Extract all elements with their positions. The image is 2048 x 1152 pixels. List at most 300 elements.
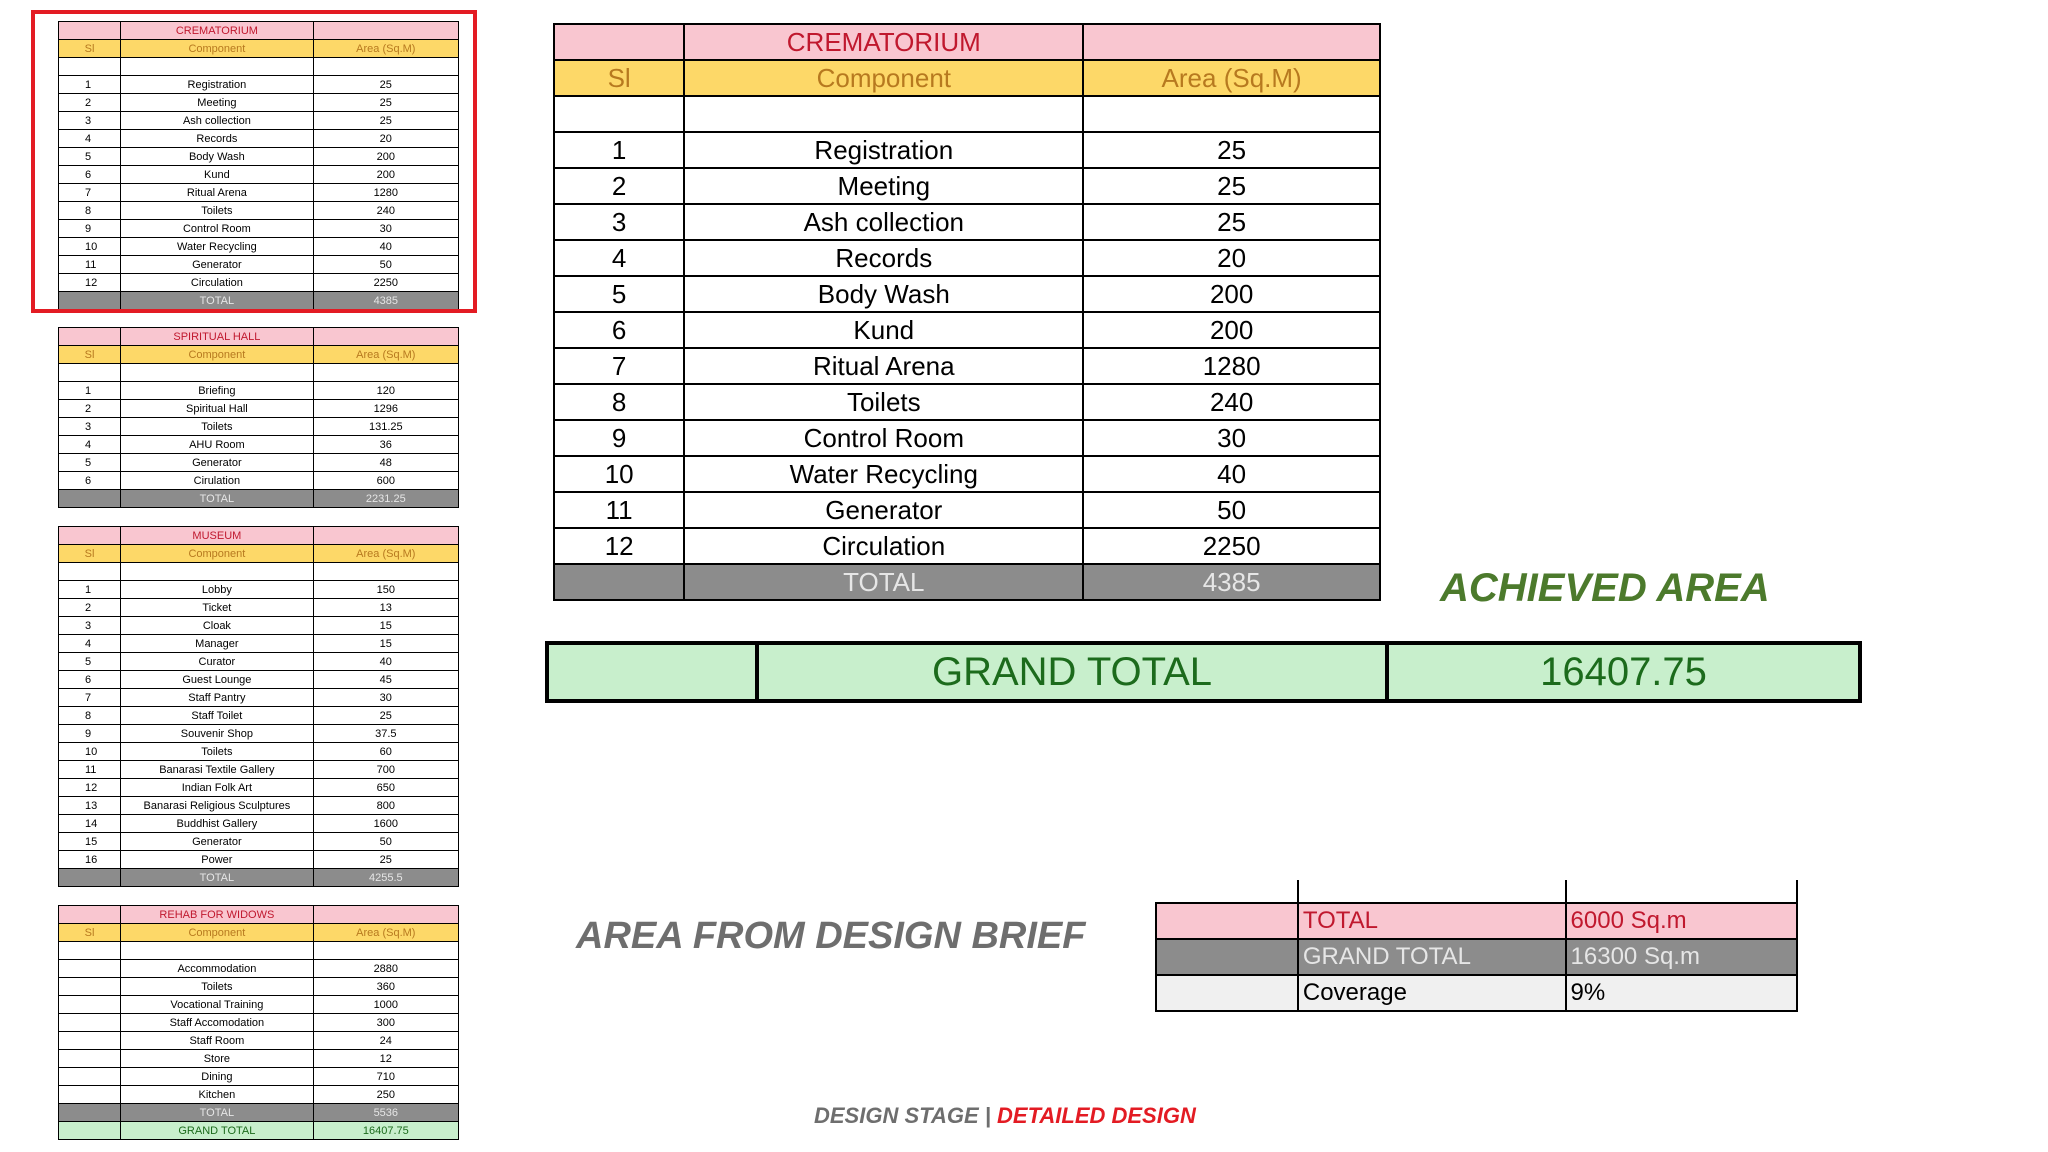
row-area: 40 <box>313 238 458 256</box>
row-area: 30 <box>313 689 458 707</box>
row-sl: 2 <box>59 599 121 617</box>
mini-title: SPIRITUAL HALL <box>121 328 313 346</box>
row-area: 120 <box>313 382 458 400</box>
main-header-row <box>554 60 1380 96</box>
row-area: 700 <box>313 761 458 779</box>
row-area: 25 <box>313 76 458 94</box>
table-row <box>59 978 459 996</box>
grand-total-value: 16407.75 <box>1540 649 1707 694</box>
total-label: TOTAL <box>121 869 313 887</box>
row-sl: 8 <box>59 707 121 725</box>
blank-cell <box>554 564 684 600</box>
row-component: Circulation <box>684 528 1083 564</box>
row-sl: 16 <box>59 851 121 869</box>
table-row <box>554 528 1380 564</box>
mini-header-row <box>59 346 459 364</box>
header-component: Component <box>121 40 313 58</box>
row-component: Body Wash <box>121 148 313 166</box>
table-row <box>59 1050 459 1068</box>
footer-caption <box>814 1103 1196 1129</box>
table-row <box>59 996 459 1014</box>
blank-cell <box>59 906 121 924</box>
header-area: Area (Sq.M) <box>313 924 458 942</box>
blank-cell <box>59 527 121 545</box>
blank-cell <box>59 1122 121 1140</box>
row-component: Briefing <box>121 382 313 400</box>
row-area: 2250 <box>313 274 458 292</box>
table-row <box>59 1086 459 1104</box>
header-sl: Sl <box>59 346 121 364</box>
row-area: 20 <box>313 130 458 148</box>
row-component: Kitchen <box>121 1086 313 1104</box>
row-area: 25 <box>1083 132 1380 168</box>
table-row <box>59 1032 459 1050</box>
row-component: Store <box>121 1050 313 1068</box>
row-sl: 7 <box>554 348 684 384</box>
header-area: Area (Sq.M) <box>313 346 458 364</box>
row-area: 25 <box>313 112 458 130</box>
row-area: 710 <box>313 1068 458 1086</box>
table-row <box>59 382 459 400</box>
total-value: 2231.25 <box>313 490 458 508</box>
mini-spacer-row <box>59 364 459 382</box>
grand-total-bar <box>545 641 1862 703</box>
row-component: Kund <box>121 166 313 184</box>
row-component: Guest Lounge <box>121 671 313 689</box>
row-area: 15 <box>313 617 458 635</box>
row-area: 150 <box>313 581 458 599</box>
row-component: Banarasi Textile Gallery <box>121 761 313 779</box>
table-row <box>59 671 459 689</box>
row-sl: 1 <box>554 132 684 168</box>
main-title: CREMATORIUM <box>684 24 1083 60</box>
row-area: 200 <box>313 166 458 184</box>
brief-coverage-label: Coverage <box>1298 975 1566 1011</box>
row-area: 240 <box>1083 384 1380 420</box>
row-area: 200 <box>313 148 458 166</box>
table-row <box>59 599 459 617</box>
row-area: 15 <box>313 635 458 653</box>
brief-grand-total-value: 16300 Sq.m <box>1566 939 1797 975</box>
mini-table <box>58 905 459 1140</box>
row-sl <box>59 1050 121 1068</box>
mini-table <box>58 526 459 887</box>
main-total-row <box>554 564 1380 600</box>
blank-cell <box>121 563 313 581</box>
row-component: AHU Room <box>121 436 313 454</box>
total-label: TOTAL <box>121 292 313 310</box>
row-component: Control Room <box>121 220 313 238</box>
row-component: Meeting <box>684 168 1083 204</box>
main-title-row <box>554 24 1380 60</box>
footer-stage: DESIGN STAGE | <box>814 1103 991 1128</box>
table-row <box>59 815 459 833</box>
row-sl <box>59 1032 121 1050</box>
row-component: Staff Room <box>121 1032 313 1050</box>
total-value: 4255.5 <box>313 869 458 887</box>
mini-spacer-row <box>59 563 459 581</box>
row-area: 50 <box>313 256 458 274</box>
row-sl: 4 <box>59 436 121 454</box>
row-sl: 14 <box>59 815 121 833</box>
header-component: Component <box>121 346 313 364</box>
row-sl: 2 <box>554 168 684 204</box>
blank-cell <box>59 869 121 887</box>
row-component: Registration <box>684 132 1083 168</box>
row-area: 40 <box>1083 456 1380 492</box>
total-label: TOTAL <box>121 490 313 508</box>
row-component: Toilets <box>121 418 313 436</box>
row-sl: 15 <box>59 833 121 851</box>
row-component: Manager <box>121 635 313 653</box>
row-component: Records <box>684 240 1083 276</box>
achieved-area-label: ACHIEVED AREA <box>1440 566 1770 610</box>
row-component: Ash collection <box>684 204 1083 240</box>
table-row <box>554 384 1380 420</box>
row-area: 48 <box>313 454 458 472</box>
blank-cell <box>313 328 458 346</box>
table-row <box>59 581 459 599</box>
row-sl: 5 <box>554 276 684 312</box>
mini-spacer-row <box>59 942 459 960</box>
table-row <box>59 797 459 815</box>
row-component: Kund <box>684 312 1083 348</box>
row-sl: 12 <box>59 274 121 292</box>
header-sl: Sl <box>59 545 121 563</box>
row-component: Generator <box>684 492 1083 528</box>
row-area: 50 <box>1083 492 1380 528</box>
row-area: 300 <box>313 1014 458 1032</box>
row-area: 60 <box>313 743 458 761</box>
row-sl: 7 <box>59 689 121 707</box>
blank-cell <box>313 563 458 581</box>
grand-total-blank-cell <box>549 645 759 699</box>
row-component: Meeting <box>121 94 313 112</box>
row-sl: 6 <box>554 312 684 348</box>
row-area: 30 <box>313 220 458 238</box>
row-sl: 10 <box>59 743 121 761</box>
row-sl: 12 <box>554 528 684 564</box>
header-component: Component <box>684 60 1083 96</box>
row-sl: 1 <box>59 76 121 94</box>
main-spacer-row <box>554 96 1380 132</box>
row-area: 1600 <box>313 815 458 833</box>
row-sl: 10 <box>554 456 684 492</box>
row-component: Circulation <box>121 274 313 292</box>
row-sl: 6 <box>59 671 121 689</box>
row-component: Toilets <box>684 384 1083 420</box>
row-sl <box>59 960 121 978</box>
row-area: 360 <box>313 978 458 996</box>
row-component: Buddhist Gallery <box>121 815 313 833</box>
row-area: 200 <box>1083 276 1380 312</box>
row-component: Staff Pantry <box>121 689 313 707</box>
blank-cell <box>554 24 684 60</box>
row-area: 25 <box>313 851 458 869</box>
header-sl: Sl <box>59 40 121 58</box>
row-area: 131.25 <box>313 418 458 436</box>
brief-grand-total-label: GRAND TOTAL <box>1298 939 1566 975</box>
mini-title: CREMATORIUM <box>121 22 313 40</box>
row-sl: 4 <box>554 240 684 276</box>
mini-title: MUSEUM <box>121 527 313 545</box>
header-component: Component <box>121 545 313 563</box>
table-row <box>59 653 459 671</box>
row-component: Vocational Training <box>121 996 313 1014</box>
blank-cell <box>554 96 684 132</box>
brief-coverage-row <box>1156 975 1797 1011</box>
row-sl: 5 <box>59 454 121 472</box>
row-area: 800 <box>313 797 458 815</box>
table-row <box>59 400 459 418</box>
row-sl: 8 <box>59 202 121 220</box>
table-row <box>554 204 1380 240</box>
row-sl: 2 <box>59 400 121 418</box>
row-component: Curator <box>121 653 313 671</box>
row-sl: 1 <box>59 382 121 400</box>
row-component: Toilets <box>121 202 313 220</box>
row-component: Ash collection <box>121 112 313 130</box>
mini-title-row <box>59 527 459 545</box>
brief-coverage-value: 9% <box>1566 975 1797 1011</box>
blank-cell <box>59 364 121 382</box>
row-component: Toilets <box>121 743 313 761</box>
row-sl: 13 <box>59 797 121 815</box>
blank-cell <box>59 490 121 508</box>
row-component: Water Recycling <box>121 238 313 256</box>
row-area: 36 <box>313 436 458 454</box>
row-component: Control Room <box>684 420 1083 456</box>
brief-total-label: TOTAL <box>1298 903 1566 939</box>
row-component: Generator <box>121 454 313 472</box>
grand-total-label: GRAND TOTAL <box>759 645 1389 699</box>
design-brief-table <box>1155 880 1798 1012</box>
row-sl: 2 <box>59 94 121 112</box>
table-row <box>554 348 1380 384</box>
row-component: Dining <box>121 1068 313 1086</box>
row-component: Power <box>121 851 313 869</box>
row-area: 600 <box>313 472 458 490</box>
row-sl <box>59 1014 121 1032</box>
row-component: Staff Toilet <box>121 707 313 725</box>
row-area: 2880 <box>313 960 458 978</box>
row-component: Souvenir Shop <box>121 725 313 743</box>
table-row <box>59 707 459 725</box>
blank-cell <box>59 563 121 581</box>
table-row <box>554 456 1380 492</box>
mini-title-row <box>59 906 459 924</box>
mini-title-row <box>59 328 459 346</box>
brief-grand-total-row <box>1156 939 1797 975</box>
table-row <box>59 454 459 472</box>
row-area: 24 <box>313 1032 458 1050</box>
blank-cell <box>121 942 313 960</box>
table-row <box>554 312 1380 348</box>
table-row <box>59 689 459 707</box>
row-area: 45 <box>313 671 458 689</box>
blank-cell <box>59 1104 121 1122</box>
table-row <box>554 240 1380 276</box>
row-component: Spiritual Hall <box>121 400 313 418</box>
row-sl: 11 <box>59 761 121 779</box>
mini-title: REHAB FOR WIDOWS <box>121 906 313 924</box>
mini-table <box>58 327 459 508</box>
row-area: 25 <box>1083 168 1380 204</box>
mini-total-row <box>59 490 459 508</box>
total-value: 4385 <box>1083 564 1380 600</box>
row-area: 1280 <box>313 184 458 202</box>
row-area: 40 <box>313 653 458 671</box>
table-row <box>59 436 459 454</box>
row-sl: 6 <box>59 472 121 490</box>
row-component: Records <box>121 130 313 148</box>
row-sl: 12 <box>59 779 121 797</box>
row-sl: 11 <box>554 492 684 528</box>
row-component: Cirulation <box>121 472 313 490</box>
row-component: Generator <box>121 256 313 274</box>
blank-cell <box>121 364 313 382</box>
row-sl: 4 <box>59 130 121 148</box>
row-component: Generator <box>121 833 313 851</box>
row-sl: 5 <box>59 653 121 671</box>
crematorium-highlight-box <box>31 10 477 313</box>
blank-cell <box>313 527 458 545</box>
grand-total-label: GRAND TOTAL <box>121 1122 313 1140</box>
header-area: Area (Sq.M) <box>313 40 458 58</box>
row-component: Banarasi Religious Sculptures <box>121 797 313 815</box>
row-sl <box>59 1086 121 1104</box>
table-row <box>59 833 459 851</box>
row-area: 25 <box>313 707 458 725</box>
table-row <box>59 960 459 978</box>
mini-total-row <box>59 869 459 887</box>
blank-cell <box>313 364 458 382</box>
crematorium-detail-table <box>553 23 1381 601</box>
row-component: Staff Accomodation <box>121 1014 313 1032</box>
header-component: Component <box>121 924 313 942</box>
table-row <box>554 132 1380 168</box>
header-sl: Sl <box>59 924 121 942</box>
row-area: 1296 <box>313 400 458 418</box>
total-label: TOTAL <box>684 564 1083 600</box>
row-area: 12 <box>313 1050 458 1068</box>
total-value: 4385 <box>313 292 458 310</box>
table-row <box>59 1014 459 1032</box>
table-row <box>554 276 1380 312</box>
row-area: 1000 <box>313 996 458 1014</box>
table-row <box>554 492 1380 528</box>
header-sl: Sl <box>554 60 684 96</box>
row-area: 250 <box>313 1086 458 1104</box>
blank-cell <box>59 328 121 346</box>
footer-phase: DETAILED DESIGN <box>997 1103 1196 1128</box>
brief-total-row <box>1156 903 1797 939</box>
row-component: Accommodation <box>121 960 313 978</box>
table-row <box>59 635 459 653</box>
row-sl: 3 <box>554 204 684 240</box>
row-sl: 6 <box>59 166 121 184</box>
row-component: Indian Folk Art <box>121 779 313 797</box>
blank-cell <box>313 942 458 960</box>
row-component: Body Wash <box>684 276 1083 312</box>
table-row <box>59 725 459 743</box>
row-area: 2250 <box>1083 528 1380 564</box>
row-component: Lobby <box>121 581 313 599</box>
mini-total-row <box>59 1104 459 1122</box>
table-row <box>59 1068 459 1086</box>
row-sl: 11 <box>59 256 121 274</box>
row-area: 13 <box>313 599 458 617</box>
row-component: Cloak <box>121 617 313 635</box>
mini-header-row <box>59 545 459 563</box>
row-component: Toilets <box>121 978 313 996</box>
blank-cell <box>59 942 121 960</box>
blank-cell <box>313 906 458 924</box>
row-sl: 5 <box>59 148 121 166</box>
row-area: 1280 <box>1083 348 1380 384</box>
row-area: 30 <box>1083 420 1380 456</box>
row-sl: 3 <box>59 617 121 635</box>
row-component: Ticket <box>121 599 313 617</box>
row-sl <box>59 996 121 1014</box>
table-row <box>59 418 459 436</box>
row-sl: 9 <box>59 220 121 238</box>
row-sl: 3 <box>59 418 121 436</box>
total-value: 5536 <box>313 1104 458 1122</box>
row-sl: 8 <box>554 384 684 420</box>
row-area: 20 <box>1083 240 1380 276</box>
grand-total-value: 16407.75 <box>313 1122 458 1140</box>
table-row <box>554 168 1380 204</box>
row-sl: 10 <box>59 238 121 256</box>
row-sl <box>59 978 121 996</box>
table-row <box>59 761 459 779</box>
blank-cell <box>1083 24 1380 60</box>
row-sl <box>59 1068 121 1086</box>
row-component: Water Recycling <box>684 456 1083 492</box>
row-sl: 9 <box>59 725 121 743</box>
row-area: 25 <box>1083 204 1380 240</box>
table-row <box>59 743 459 761</box>
brief-total-value: 6000 Sq.m <box>1566 903 1797 939</box>
mini-header-row <box>59 924 459 942</box>
row-area: 25 <box>313 94 458 112</box>
row-sl: 4 <box>59 635 121 653</box>
table-row <box>59 472 459 490</box>
table-row <box>59 617 459 635</box>
row-sl: 3 <box>59 112 121 130</box>
table-row <box>59 851 459 869</box>
mini-grand-total-row <box>59 1122 459 1140</box>
header-area: Area (Sq.M) <box>1083 60 1380 96</box>
row-component: Ritual Arena <box>121 184 313 202</box>
design-brief-label: AREA FROM DESIGN BRIEF <box>576 915 1086 957</box>
row-component: Ritual Arena <box>684 348 1083 384</box>
row-sl: 7 <box>59 184 121 202</box>
row-area: 37.5 <box>313 725 458 743</box>
total-label: TOTAL <box>121 1104 313 1122</box>
brief-table-spacer-row <box>1156 880 1797 903</box>
blank-cell <box>1083 96 1380 132</box>
row-sl: 9 <box>554 420 684 456</box>
row-area: 50 <box>313 833 458 851</box>
row-area: 200 <box>1083 312 1380 348</box>
row-component: Registration <box>121 76 313 94</box>
table-row <box>59 779 459 797</box>
row-area: 240 <box>313 202 458 220</box>
row-area: 650 <box>313 779 458 797</box>
table-row <box>554 420 1380 456</box>
